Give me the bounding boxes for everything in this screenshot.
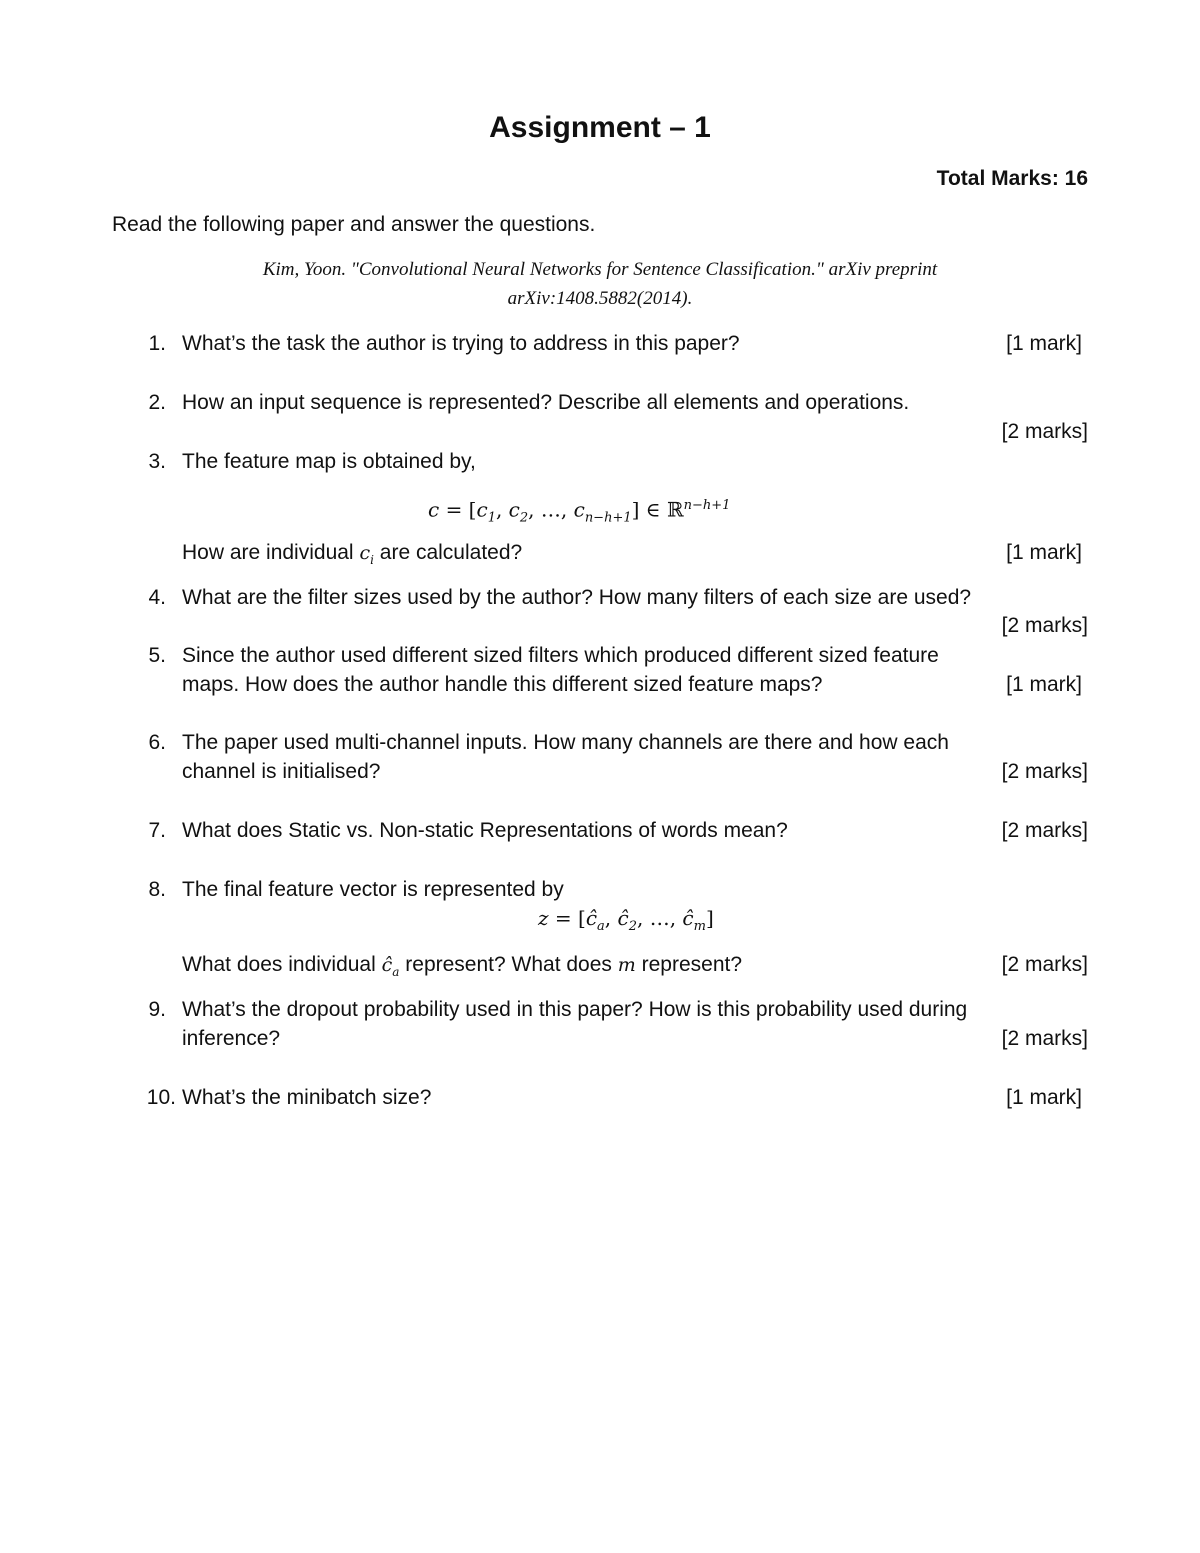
reference-line-2: arXiv:1408.5882(2014). bbox=[507, 288, 693, 309]
marks-label: [2 marks] bbox=[1001, 819, 1088, 842]
question-text: What’s the minibatch size? bbox=[182, 1086, 432, 1109]
question-number: 2. bbox=[148, 391, 166, 414]
question-number: 6. bbox=[148, 731, 166, 754]
marks-label: [1 mark] bbox=[1006, 541, 1082, 564]
question-number: 3. bbox=[148, 450, 166, 473]
question-text: What are the filter sizes used by the author? How many filters of each size are used? bbox=[182, 586, 972, 609]
question-text: How an input sequence is represented? Describe all elements and operations. bbox=[182, 391, 910, 414]
question-text: The feature map is obtained by, bbox=[182, 450, 476, 473]
question-text: What’s the dropout probability used in this paper? How is this probability used during bbox=[182, 998, 968, 1021]
question-number: 8. bbox=[148, 878, 166, 901]
question-number: 4. bbox=[148, 586, 166, 609]
question-text-line-2: inference? bbox=[182, 1027, 281, 1050]
question-text-line-2: channel is initialised? bbox=[182, 760, 381, 783]
marks-label: [1 mark] bbox=[1006, 673, 1082, 696]
instructions: Read the following paper and answer the questions. bbox=[112, 213, 596, 236]
variable-ca-hat: $ĉ_a$ bbox=[381, 954, 400, 979]
marks-label: [2 marks] bbox=[1001, 1027, 1088, 1050]
question-text: What’s the task the author is trying to address in this paper? bbox=[182, 332, 740, 355]
marks-label: [2 marks] bbox=[1001, 420, 1088, 443]
marks-label: [2 marks] bbox=[1001, 760, 1088, 783]
feature-map-formula: $c = [c_1$, $c_2$, …, $c_{n-h+1}$] ∈ ℝ$^{n-h+1}$ bbox=[428, 497, 731, 526]
question-number: 5. bbox=[148, 644, 166, 667]
question-text: The final feature vector is represented by bbox=[182, 878, 564, 901]
question-number: 9. bbox=[148, 998, 166, 1021]
marks-label: [1 mark] bbox=[1006, 1086, 1082, 1109]
feature-vector-formula: $z = [ĉ_a$, $ĉ_2$, …, $ĉ_m$] bbox=[538, 906, 714, 934]
question-text: The paper used multi-channel inputs. How many channels are there and how each bbox=[182, 731, 949, 754]
question-number: 7. bbox=[148, 819, 166, 842]
variable-ci: $c_i$ bbox=[359, 542, 374, 567]
question-text-line-2: maps. How does the author handle this different sized feature maps? bbox=[182, 673, 823, 696]
question-number: 10. bbox=[146, 1086, 176, 1109]
question-subtext: How are individual $c_i$ are calculated? bbox=[182, 541, 523, 567]
question-text: What does Static vs. Non-static Representations of words mean? bbox=[182, 819, 788, 842]
marks-label: [2 marks] bbox=[1001, 953, 1088, 976]
reference-line-1: Kim, Yoon. "Convolutional Neural Networks for Sentence Classification." arXiv preprint bbox=[262, 259, 938, 280]
marks-label: [1 mark] bbox=[1006, 332, 1082, 355]
question-number: 1. bbox=[148, 332, 166, 355]
marks-label: [2 marks] bbox=[1001, 614, 1088, 637]
question-subtext: What does individual $ĉ_a$ represent? What does m represent? bbox=[182, 953, 743, 979]
question-text: Since the author used different sized filters which produced different sized feature bbox=[182, 644, 939, 667]
total-marks: Total Marks: 16 bbox=[936, 167, 1088, 190]
variable-m: m bbox=[617, 954, 636, 976]
page-title: Assignment – 1 bbox=[489, 111, 711, 144]
